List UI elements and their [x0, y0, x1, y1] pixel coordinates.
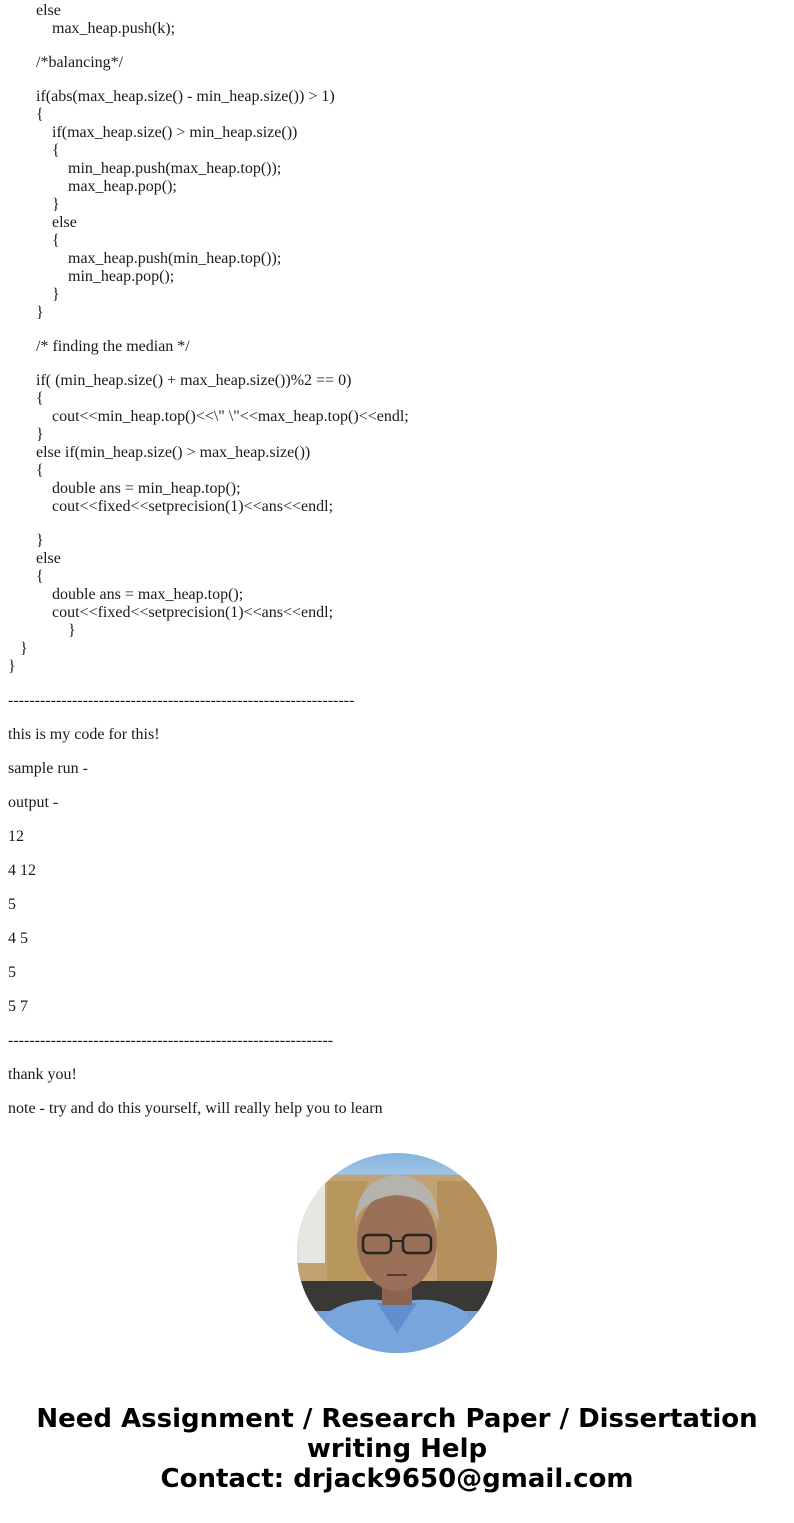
- code-line: }: [0, 622, 76, 639]
- code-line: cout<<min_heap.top()<<\" \"<<max_heap.top()<<endl;: [0, 408, 409, 425]
- code-line: {: [0, 390, 44, 407]
- code-line: {: [0, 106, 44, 123]
- code-line: }: [0, 304, 44, 321]
- code-line: double ans = max_heap.top();: [0, 586, 244, 603]
- output-line: 5 7: [8, 998, 28, 1015]
- code-line: if( (min_heap.size() + max_heap.size())%2 == 0): [0, 372, 352, 389]
- code-line: }: [0, 532, 44, 549]
- output-line: 12: [8, 828, 24, 845]
- code-line: }: [0, 640, 28, 657]
- code-comment: /* finding the median */: [0, 338, 190, 355]
- separator-line: -----------------------------------------------------------------: [8, 692, 355, 709]
- avatar: [297, 1153, 497, 1353]
- code-line: {: [0, 142, 60, 159]
- code-line: {: [0, 232, 60, 249]
- code-line: max_heap.push(min_heap.top());: [0, 250, 282, 267]
- code-line: max_heap.pop();: [0, 178, 177, 195]
- code-line: }: [0, 196, 60, 213]
- code-line: else if(min_heap.size() > max_heap.size()): [0, 444, 311, 461]
- thanks-text: thank you!: [8, 1066, 77, 1083]
- code-line: {: [0, 462, 44, 479]
- separator-line: -------------------------------------------------------------: [8, 1032, 334, 1049]
- code-line: if(max_heap.size() > min_heap.size()): [0, 124, 298, 141]
- code-line: }: [0, 426, 44, 443]
- code-line: min_heap.pop();: [0, 268, 175, 285]
- promo-headline: Need Assignment / Research Paper / Dissertation: [36, 1404, 758, 1434]
- note-text: note - try and do this yourself, will really help you to learn: [8, 1100, 383, 1117]
- output-line: 5: [8, 896, 16, 913]
- promo-banner: [0, 1404, 794, 1494]
- output-line: 4 12: [8, 862, 36, 879]
- promo-subheadline: writing Help: [306, 1434, 488, 1464]
- code-line: double ans = min_heap.top();: [0, 480, 241, 497]
- code-line: cout<<fixed<<setprecision(1)<<ans<<endl;: [0, 604, 334, 621]
- code-line: else: [0, 550, 61, 567]
- code-line: if(abs(max_heap.size() - min_heap.size()) > 1): [0, 88, 335, 105]
- output-line: 4 5: [8, 930, 28, 947]
- code-line: else: [0, 214, 77, 231]
- code-line: }: [0, 658, 16, 675]
- code-line: max_heap.push(k);: [0, 20, 176, 37]
- code-line: {: [0, 568, 44, 585]
- promo-contact: Contact: drjack9650@gmail.com: [160, 1464, 634, 1494]
- code-line: else: [0, 2, 61, 19]
- code-comment: /*balancing*/: [0, 54, 124, 71]
- output-line: 5: [8, 964, 16, 981]
- portrait-image: [297, 1153, 497, 1353]
- output-label: output -: [8, 794, 59, 811]
- code-line: }: [0, 286, 60, 303]
- sample-run-label: sample run -: [8, 760, 88, 777]
- code-line: min_heap.push(max_heap.top());: [0, 160, 282, 177]
- code-line: cout<<fixed<<setprecision(1)<<ans<<endl;: [0, 498, 334, 515]
- intro-text: this is my code for this!: [8, 726, 160, 743]
